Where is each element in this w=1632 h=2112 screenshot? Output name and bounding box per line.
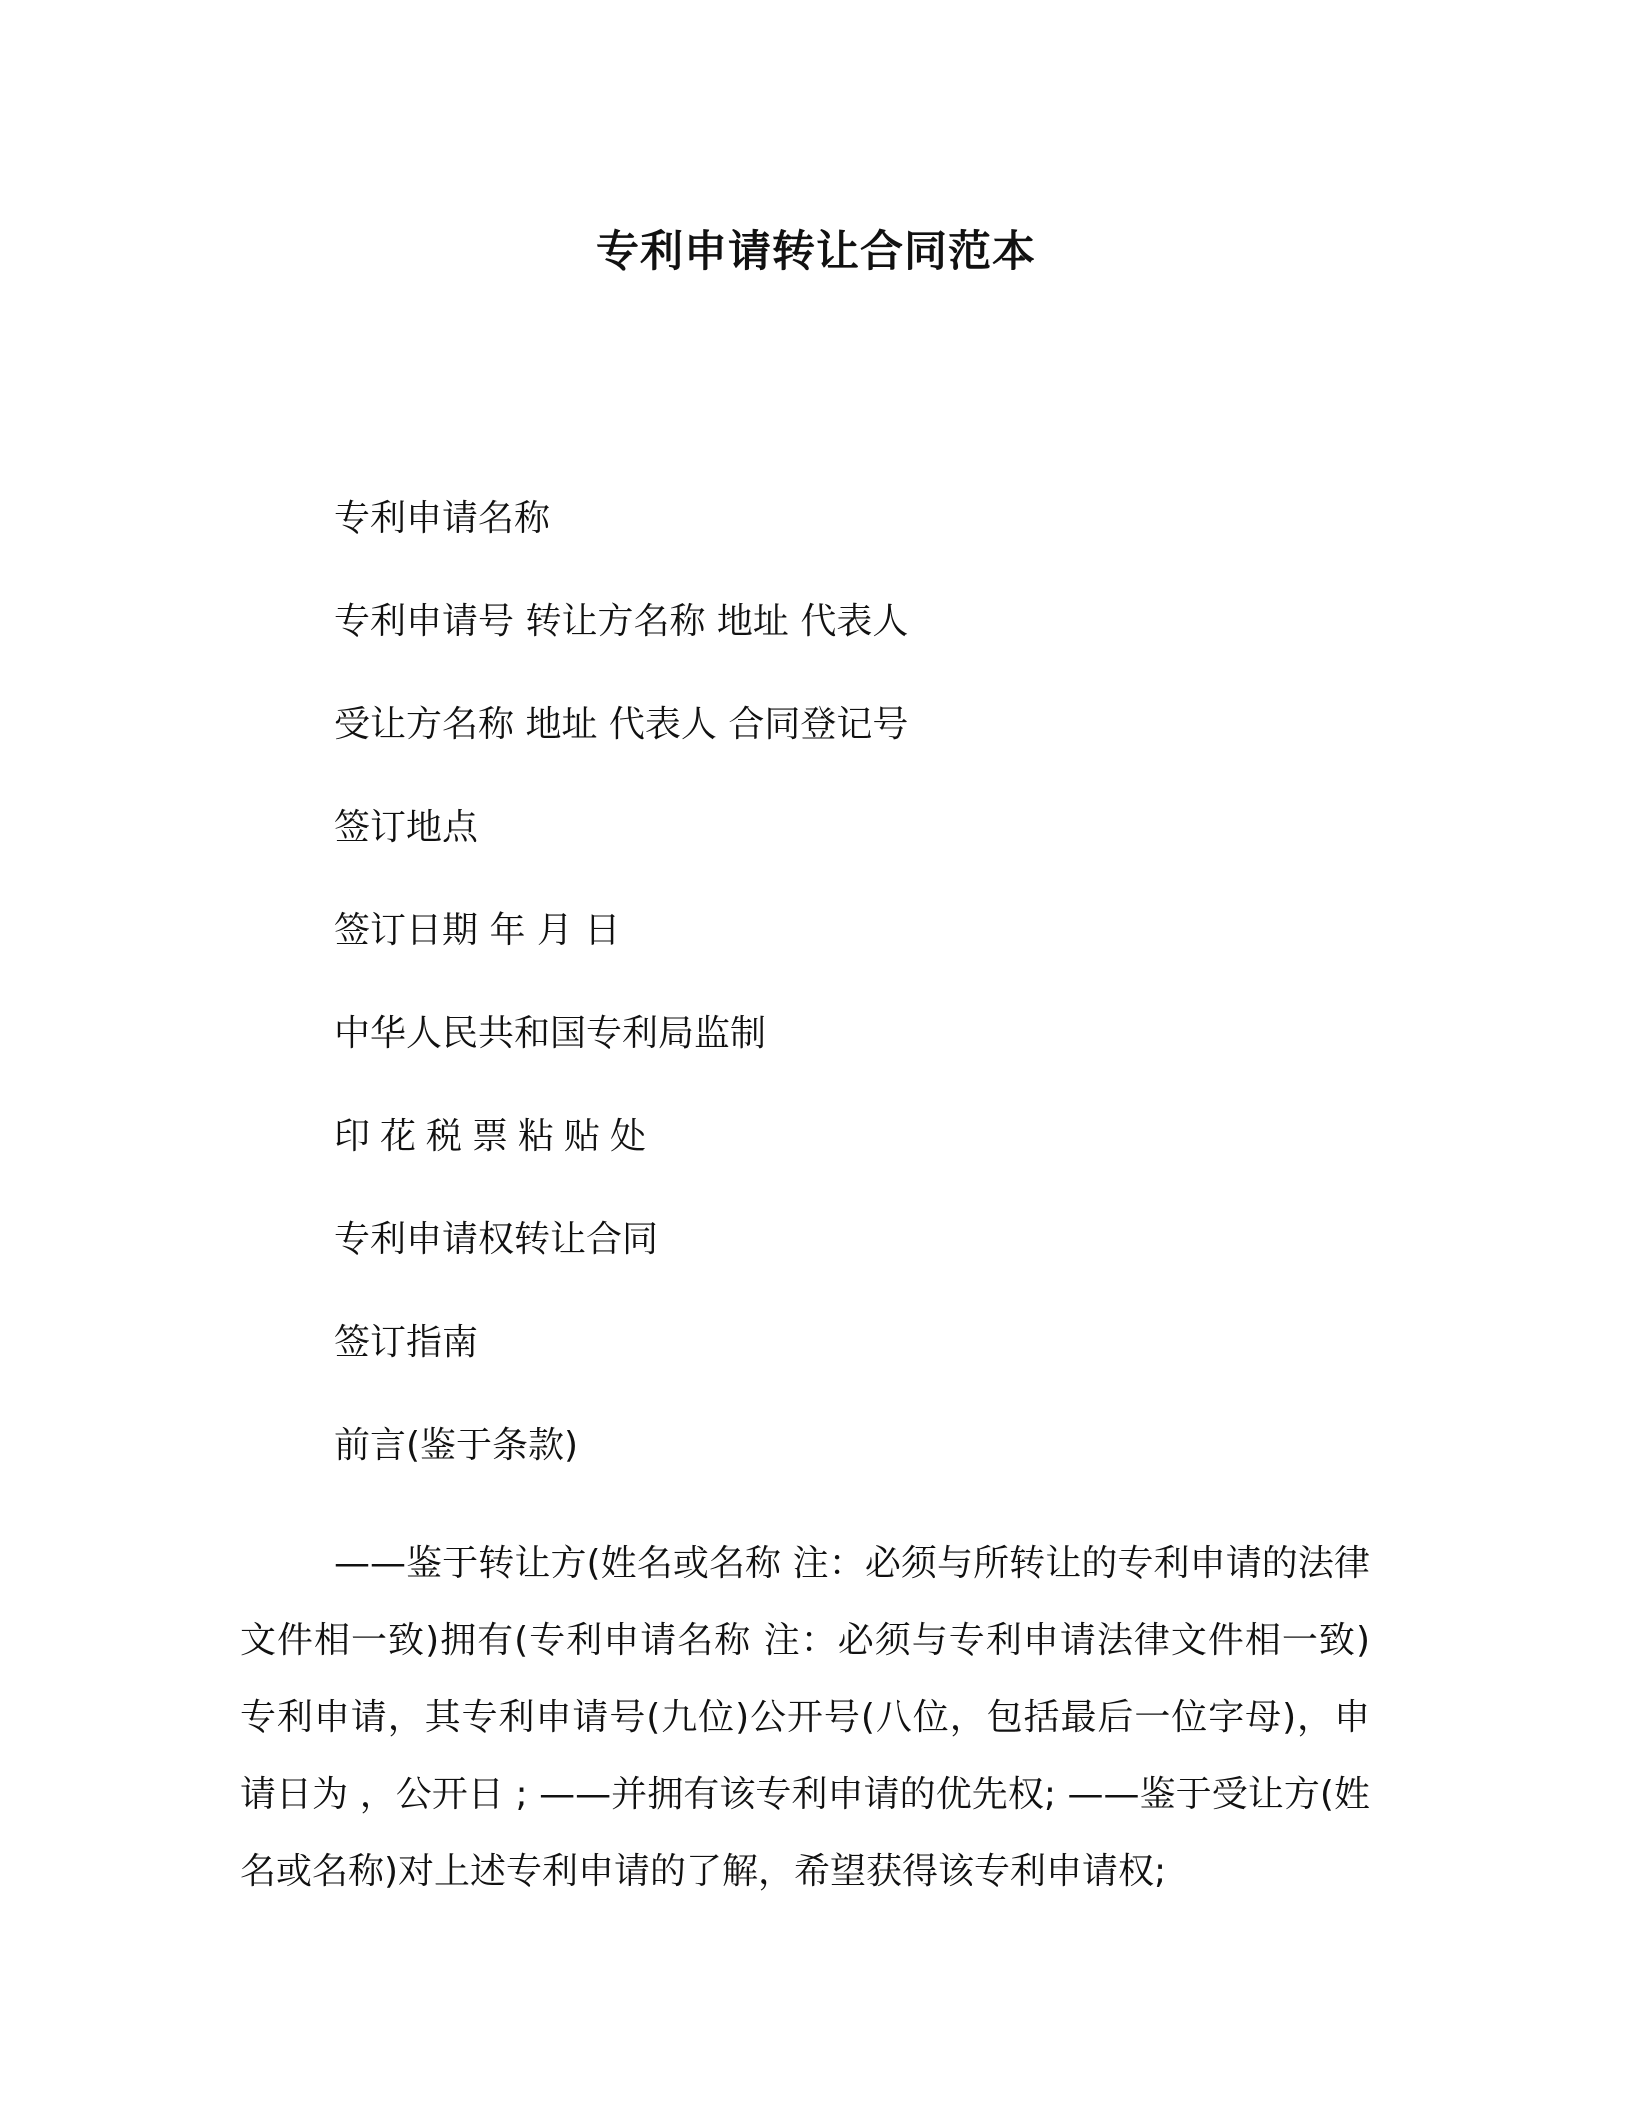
document-title: 专利申请转让合同范本 [596, 227, 1036, 277]
line-signing-guide: 签订指南 [334, 1322, 479, 1363]
line-supervisor: 中华人民共和国专利局监制 [334, 1013, 767, 1054]
line-contract-title: 专利申请权转让合同 [334, 1219, 659, 1260]
line-preface: 前言(鉴于条款) [334, 1425, 579, 1466]
preamble-paragraph: ——鉴于转让方(姓名或名称 注：必须与所转让的专利申请的法律文件相一致)拥有(专利申请名称 注：必须与专利申请法律文件相一致)专利申请，其专利申请号(九位)公开号(八位，包括最后一位字母)，申请日为 ，公开日 ; ——并拥有该专利申请的优先权; ——鉴于受让方(姓名或名称)对上述专利申请的了解，希望获得该专利申请权; [240, 1543, 1370, 1892]
line-application-number-transferor: 专利申请号 转让方名称 地址 代表人 [334, 601, 909, 642]
line-signing-date: 签订日期 年 月 日 [334, 910, 621, 951]
line-patent-application-name: 专利申请名称 [334, 498, 551, 539]
line-signing-place: 签订地点 [334, 807, 479, 848]
line-stamp-area: 印花税票粘贴处 [334, 1116, 657, 1157]
line-transferee-info: 受让方名称 地址 代表人 合同登记号 [334, 704, 909, 745]
